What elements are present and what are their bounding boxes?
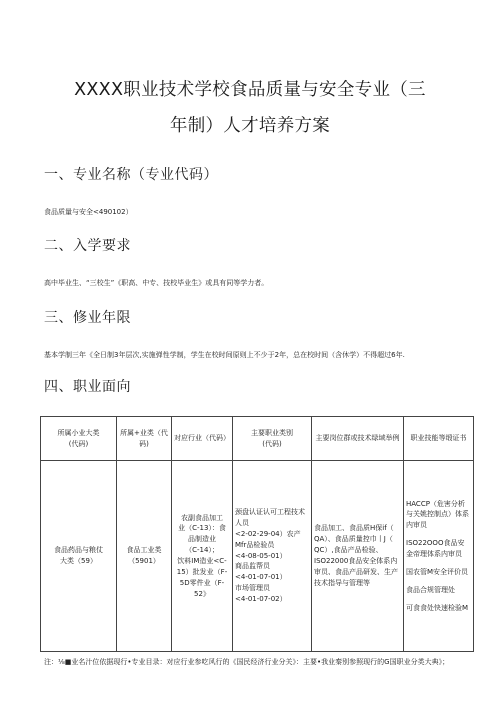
cell-major-category: 食品药品与粮仗 大类（59）: [41, 461, 117, 652]
header-cell-positions: 主要岗位群或技术绿域举例: [312, 417, 404, 461]
section-heading-duration: 三、修业年限: [44, 310, 131, 326]
section-heading-admission: 二、入学要求: [44, 238, 131, 254]
cell-industry: 农副食品加工 业（C-13）：食 品制造业 （C-14）； 饮料IM造业<C- 15）批发业（F- 5D零件业（F- 52》: [172, 461, 233, 652]
cell-major-class: 食品工业类（5901）: [117, 461, 172, 652]
section-text-major-name: 食品质量与安全<490102）: [44, 208, 133, 216]
header-cell-major-class: 所属+业类（代 码): [117, 417, 172, 461]
document-title-line-2: 年制）人才培养方案: [169, 116, 331, 136]
cell-occupation: 颈盘认证认可工程技术 人员 <2-02-29-04）农产 Mfr品检验员 <4-08-05-01） 商品监帮员 <4-01-07-01） 市场管理员 <4-01-07-02）: [233, 461, 312, 652]
document-title-line-1: XXXX职业技术学校食品质量与安全专业（三: [74, 80, 426, 100]
career-orientation-table: [40, 416, 474, 652]
header-cell-occupation: 主要职业类别 (代码): [233, 417, 312, 461]
section-text-duration: 基本学制三年《全日制3年层次,实施弹性学制，学生在校时间原则上不少于2年，总在校时间（含休学）不得超过6年.: [44, 351, 405, 359]
table-header-row: [41, 417, 474, 461]
header-cell-certificates: 职业技能等缎证书: [404, 417, 474, 461]
section-text-admission: 高中毕业生、“三校生”《职高、中专、技校毕业生》或具有同等学力者。: [44, 279, 269, 287]
section-heading-career: 四、职业面向: [44, 379, 131, 395]
section-heading-major-name: 一、专业名称（专业代码）: [44, 167, 218, 183]
header-cell-major-category: 所属小业大类 (代码): [41, 417, 117, 461]
header-cell-industry: 对应行业（代码）: [172, 417, 233, 461]
table-footnote: 注：⅛■业名汁位依据现行•专业目录：对应行业参吃风行的《国民经济行业分关》：主要•我业秦别参照现行的G国职业分类大典》；: [44, 658, 450, 666]
cell-positions: 食品加工、食品质H保if（ QA）、食品质量控巾丨J（ QC）,食品产品检验、 ISO22000食品安全体系内 审员、食品产品研发、生产 技术指导与管理等: [312, 461, 404, 652]
cell-certificates: HACCP（危害分析 与关姚控制点）体系 内审员 ISO22OOO食品安 金帝理体系内审员 国农管M安全评价员 食品合规管理处 可食食处快速检验M: [404, 461, 474, 652]
table-row: [41, 461, 474, 652]
